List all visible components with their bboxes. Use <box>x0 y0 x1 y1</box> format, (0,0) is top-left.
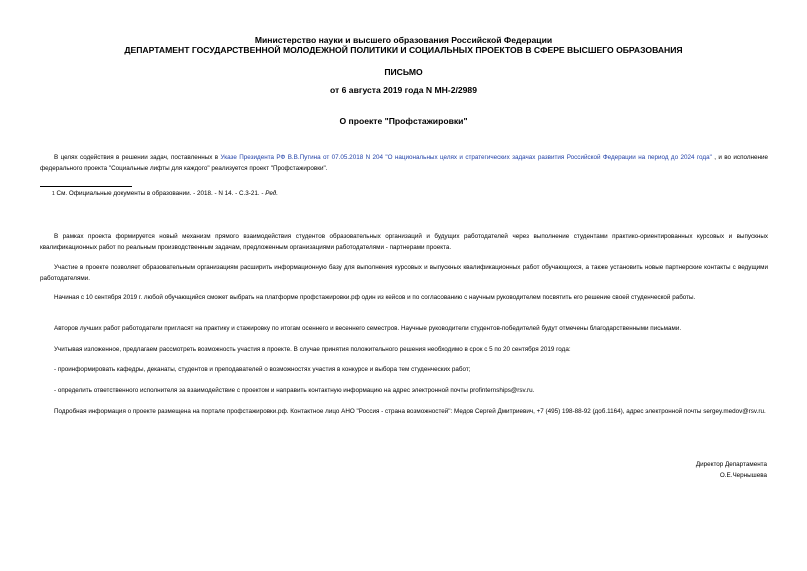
paragraph-5-text: Учитывая изложенное, предлагаем рассмотреть возможность участия в проекте. В случае принятия положительного решения необходимо в срок с 5 по 20 сентября 2019 года: <box>54 346 571 353</box>
decree-link[interactable]: Указе Президента РФ В.В.Путина от 07.05.2018 N 204 "О национальных целях и стратегических задачах развития Российской Федерации на период до 2024 года" <box>220 154 712 161</box>
paragraph-7 <box>40 386 768 397</box>
footnote-suffix: Ред. <box>265 190 279 197</box>
paragraph-4 <box>40 324 768 335</box>
intro-after: , и во исполнение федерального проекта "Социальные лифты для каждого" реализуется проект "Профстажировки". <box>40 154 768 172</box>
intro-paragraph <box>40 153 768 174</box>
paragraph-1 <box>40 232 768 253</box>
paragraph-2-text: Участие в проекте позволяет образовательным организациям расширить информационную базу для выполнения курсовых и выпускных квалификационных работ обучающихся, а также установить новые партнерские контакты с ведущими работодателями. <box>40 264 768 282</box>
signatory-name: О.Е.Чернышева <box>719 472 767 479</box>
footnote-mark: 1 <box>52 191 55 197</box>
paragraph-1-text: В рамках проекта формируется новый механизм прямого взаимодействия студентов образовательных организаций и будущих работодателей через выполнение студентами практико-ориентированных курсовых и выпускных квалификационных работ по реальным производственным задачам, предложенным организациями работодателями - партнерами проекта. <box>40 233 768 251</box>
paragraph-3 <box>40 293 768 304</box>
footnote-text: См. Официальные документы в образовании. - 2018. - N 14. - С.3-21. - <box>56 190 266 197</box>
paragraph-7-text: - определить ответственного исполнителя за взаимодействие с проектом и направить контактную информацию на адрес электронной почты profinternships@rsv.ru. <box>54 387 535 394</box>
paragraph-6 <box>40 365 768 376</box>
paragraph-3-text: Начиная с 10 сентября 2019 г. любой обучающийся сможет выбрать на платформе профстажировки.рф один из кейсов и по согласованию с научным руководителем посвятить его решение своей студенческой работы. <box>54 294 696 301</box>
paragraph-6-text: - проинформировать кафедры, деканаты, студентов и преподавателей о возможностях участия в конкурсе и выбора тем студенческих работ; <box>54 366 471 373</box>
paragraph-2 <box>40 263 768 284</box>
paragraph-8 <box>40 407 768 418</box>
intro-before: В целях содействия в решении задач, поставленных в <box>54 154 221 161</box>
paragraph-4-text: Авторов лучших работ работодатели пригласят на практику и стажировку по итогам осеннего и весеннего семестров. Научные руководители студентов-победителей будут отмечены благодарственными письмами. <box>54 325 682 332</box>
footnote <box>52 189 278 199</box>
ministry-name: Министерство науки и высшего образования Российской Федерации <box>254 35 553 45</box>
date-number: от 6 августа 2019 года N МН-2/2989 <box>330 85 477 95</box>
footnote-divider <box>40 186 132 187</box>
paragraph-8-text: Подробная информация о проекте размещена на портале профстажировки.рф. Контактное лицо АНО "Россия - страна возможностей": Медов Сергей Дмитриевич, +7 (495) 198-88-92 (доб.1164), адрес электронной почты sergey.medov@rsv.ru. <box>54 408 766 415</box>
department-name: ДЕПАРТАМЕНТ ГОСУДАРСТВЕННОЙ МОЛОДЕЖНОЙ ПОЛИТИКИ И СОЦИАЛЬНЫХ ПРОЕКТОВ В СФЕРЕ ВЫСШЕГО ОБРАЗОВАНИЯ <box>124 45 683 55</box>
document-type: ПИСЬМО <box>384 67 423 77</box>
signatory-position: Директор Департамента <box>695 461 767 468</box>
letter-subject: О проекте "Профстажировки" <box>339 116 468 126</box>
paragraph-5 <box>40 345 768 356</box>
